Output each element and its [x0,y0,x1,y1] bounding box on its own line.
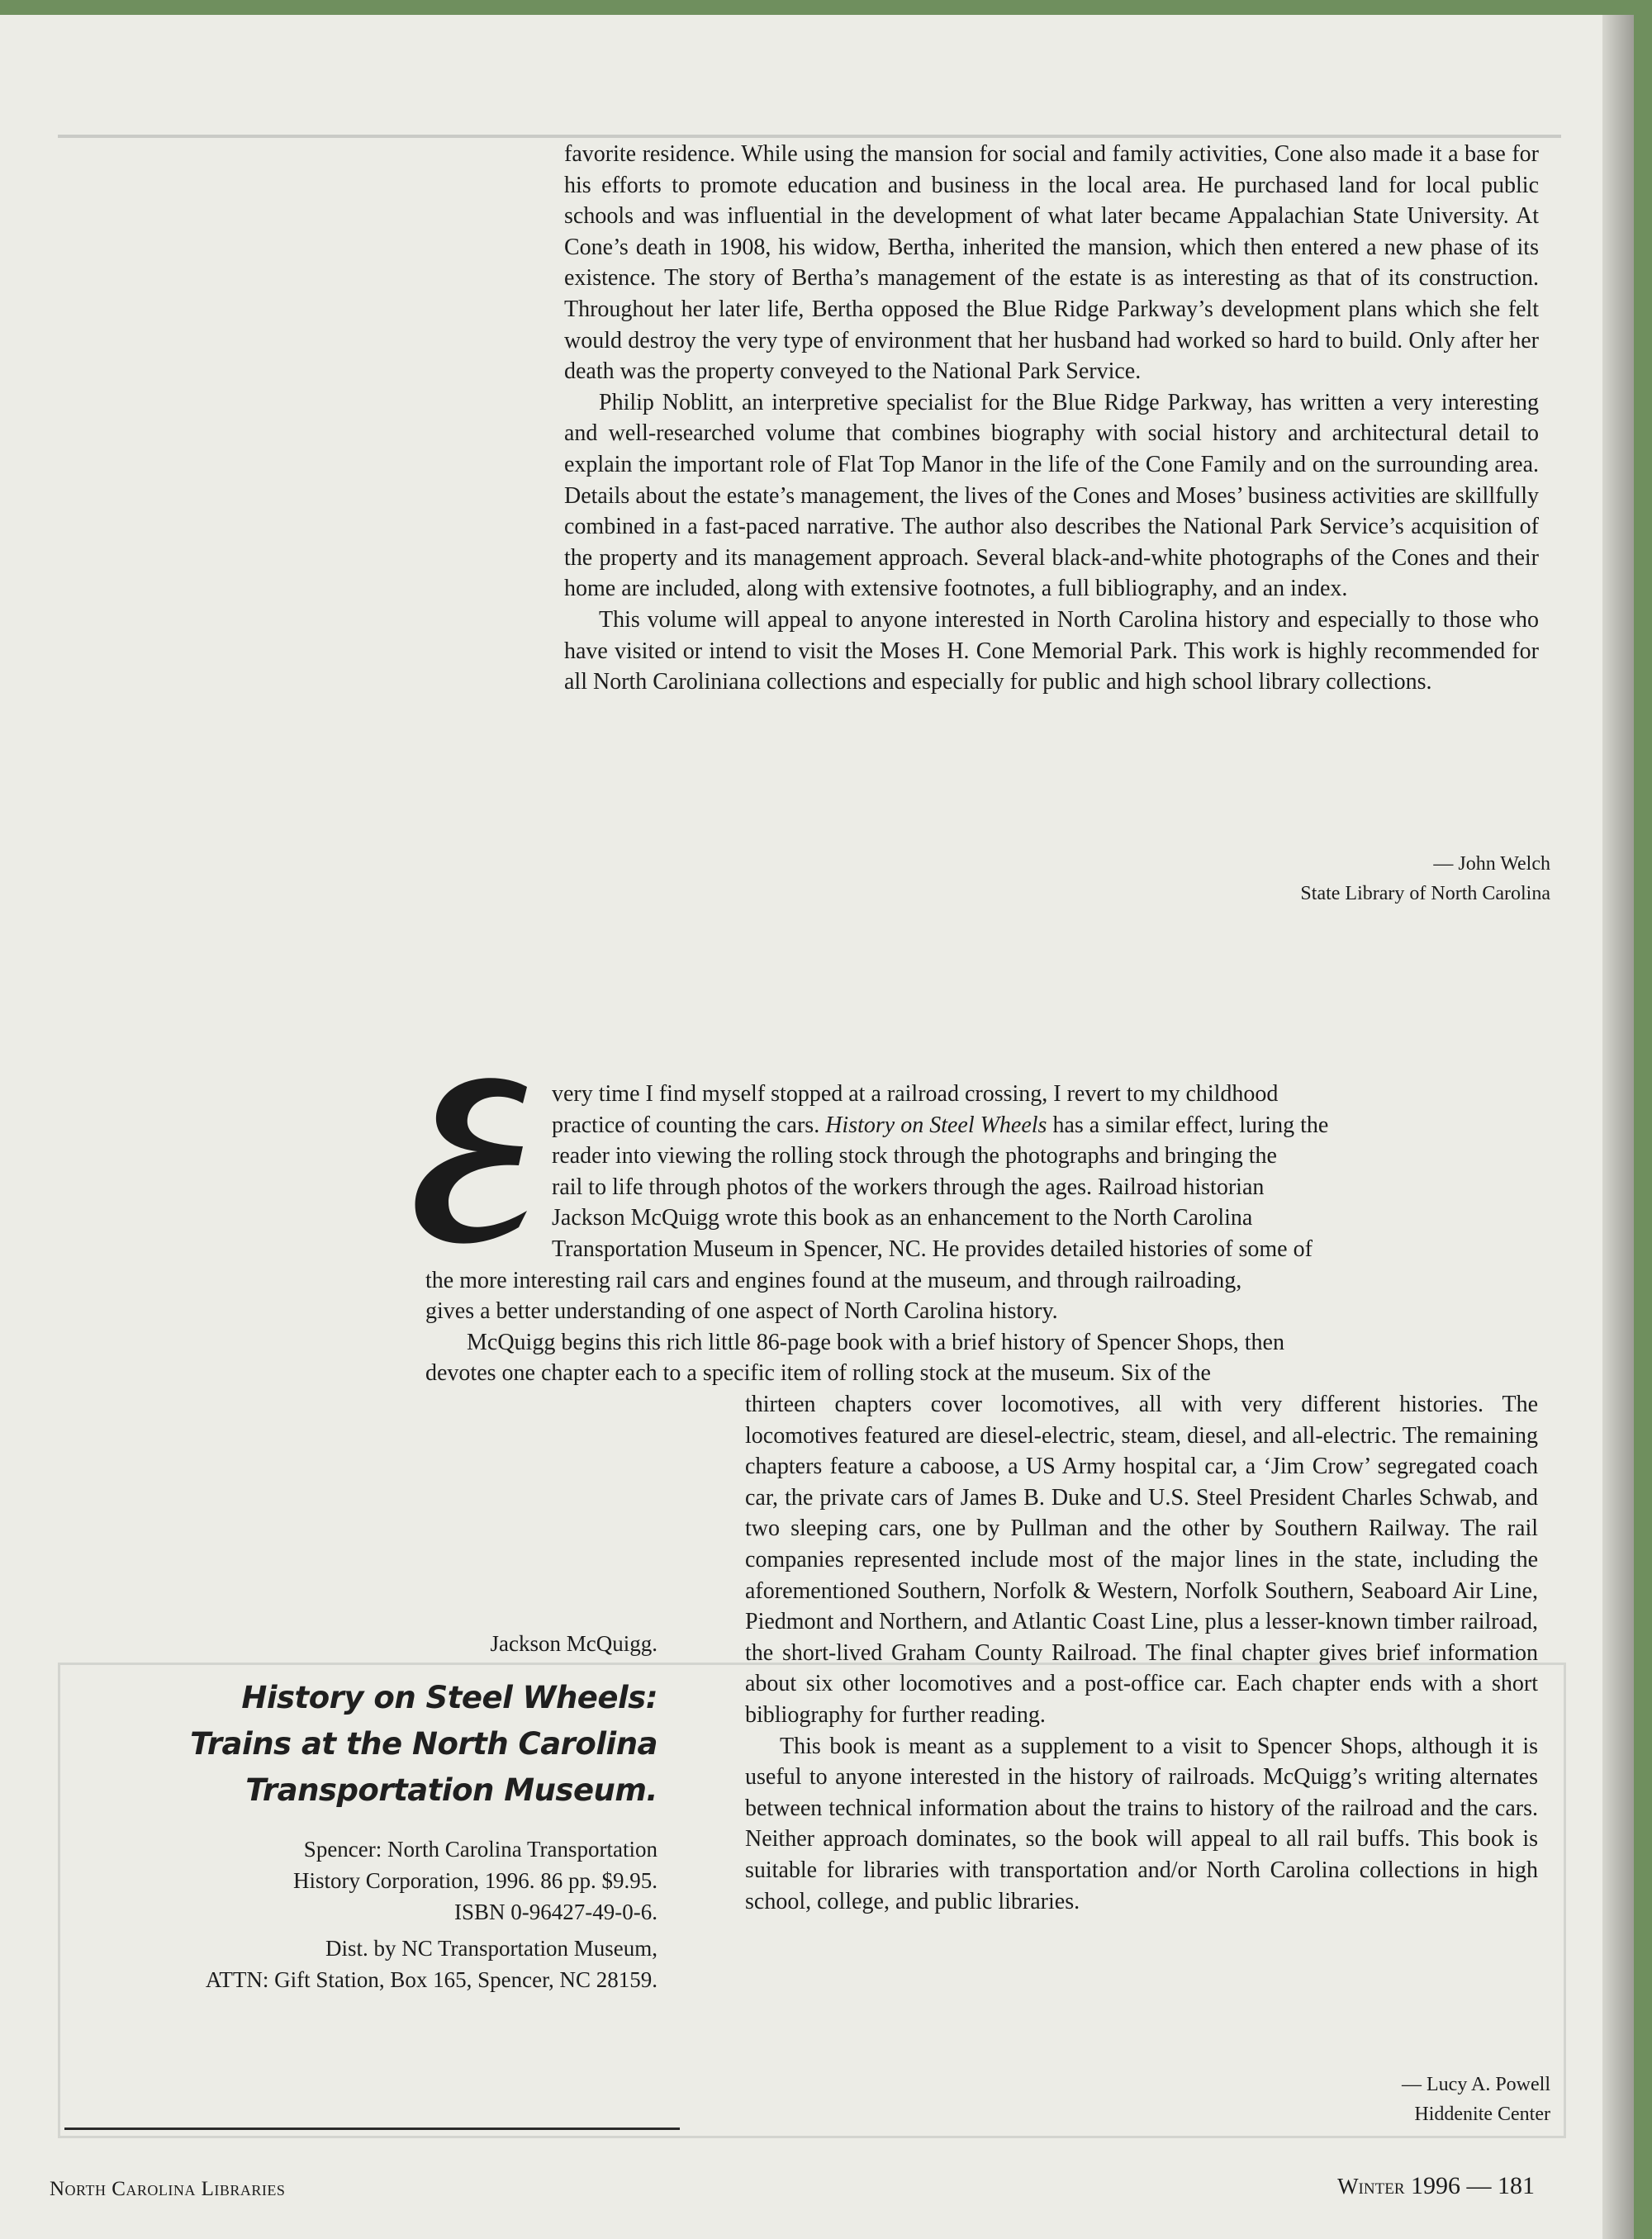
reviewer-affiliation: State Library of North Carolina [1300,883,1550,904]
review2-line: very time I find myself stopped at a railroad crossing, I revert to my childhood [552,1081,1279,1107]
review2-line: gives a better understanding of one aspect of North Carolina history. [425,1298,1058,1325]
review2-line: reader into viewing the rolling stock through the photographs and bringing the [552,1143,1277,1169]
book-title: History on Steel Wheels: Trains at the North Carolina Transportation Museum. [190,1680,657,1808]
page-binding-shadow [1602,15,1634,2239]
page [0,15,1634,2239]
review1-paragraph: favorite residence. While using the mansion for social and family activities, Cone also made it a base for his efforts to promote education and business in the local area. He purchased land for local public schools and was influential in the development of what later became Appalachian State University. At Cone’s death in 1908, his widow, Bertha, inherited the mansion, which then entered a new phase of its existence. The story of Bertha’s management of the estate is as interesting as that of its construction. Throughout her later life, Bertha opposed the Blue Ridge Parkway’s development plans which she felt would destroy the very type of environment that her husband had worked so hard to build. Only after her death was the property conveyed to the National Park Service. [564,141,1539,385]
dropcap-e [403,1070,560,1252]
journal-name: North Carolina Libraries [50,2178,286,2200]
review2-line: the more interesting rail cars and engines found at the museum, and through railroading, [425,1267,1242,1293]
review1-paragraph: Philip Noblitt, an interpretive specialist for the Blue Ridge Parkway, has written a very interesting and well-researched volume that combines biography with social history and architectural detail to explain the important role of Flat Top Manor in the life of the Cone Family and on the surrounding area. Details about the estate’s management, the lives of the Cones and Moses’ business activities are skillfully combined in a fast-paced narrative. The author also describes the National Park Service’s acquisition of the property and its management approach. Several black-and-white photographs of the Cones and their home are included, along with extensive footnotes, a full bibliography, and an index. [564,389,1539,602]
reviewer-affiliation: Hiddenite Center [1414,2104,1550,2125]
review2-line: Transportation Museum in Spencer, NC. He provides detailed histories of some of [552,1236,1313,1262]
book-title-inline: History on Steel Wheels [825,1112,1047,1138]
review2-line: devotes one chapter each to a specific item of rolling stock at the museum. Six of the [425,1360,1211,1387]
review1-body [564,139,1539,698]
review2-paragraph: This book is meant as a supplement to a visit to Spencer Shops, although it is useful to anyone interested in the history of railroads. McQuigg’s writing alternates between technical information about the trains to history of the railroad and the cars. Neither approach dominates, so the book will appeal to all rail buffs. This book is suitable for libraries with transportation and/or North Carolina collections in high school, college, and public libraries. [745,1733,1538,1914]
review1-signature [1300,849,1550,908]
book-author: Jackson McQuigg. [490,1631,657,1656]
divider-rule [64,2128,680,2130]
book-publication-info: Spencer: North Carolina Transportation History Corporation, 1996. 86 pp. $9.95. ISBN 0-96427-49-0-6. Dist. by NC Transportation Museum, ATTN: Gift Station, Box 165, Spencer, NC 28159. [205,1837,657,1992]
review2-signature [1402,2070,1550,2129]
review2-line: Jackson McQuigg wrote this book as an enhancement to the North Carolina [552,1205,1253,1231]
review2-column [745,1389,1538,1917]
review2-line: rail to life through photos of the workers through the ages. Railroad historian [552,1174,1265,1200]
bleed-through-rule [58,135,1561,138]
review2-line: McQuigg begins this rich little 86-page book with a brief history of Spencer Shops, then [467,1329,1284,1355]
review2-paragraph: thirteen chapters cover locomotives, all with very different histories. The locomotives featured are diesel-electric, steam, diesel, and all-electric. The remaining chapters feature a caboose, a US Army hospital car, a ‘Jim Crow’ segregated coach car, the private cars of James B. Duke and U.S. Steel President Charles Schwab, and two sleeping cars, one by Pullman and the other by Southern Railway. The rail companies represented include most of the major lines in the state, including the aforementioned Southern, Norfolk & Western, Norfolk Southern, Seaboard Air Line, Piedmont and Northern, and Atlantic Coast Line, plus a lesser-known timber railroad, the short-lived Graham County Railroad. The final chapter gives brief information about six other locomotives and a post-office car. Each chapter ends with a short bibliography for further reading. [745,1392,1538,1728]
review1-paragraph: This volume will appeal to anyone interested in North Carolina history and especially to those who have visited or intend to visit the Moses H. Cone Memorial Park. This work is highly recommended for all North Caroliniana collections and especially for public and high school library collections. [564,606,1539,695]
review2-line: practice of counting the cars. History on Steel Wheels has a similar effect, luring the [552,1112,1329,1138]
reviewer-name: — John Welch [1433,853,1550,875]
reviewer-name: — Lucy A. Powell [1402,2074,1550,2095]
issue-page: Winter 1996 — 181 [1337,2172,1535,2199]
